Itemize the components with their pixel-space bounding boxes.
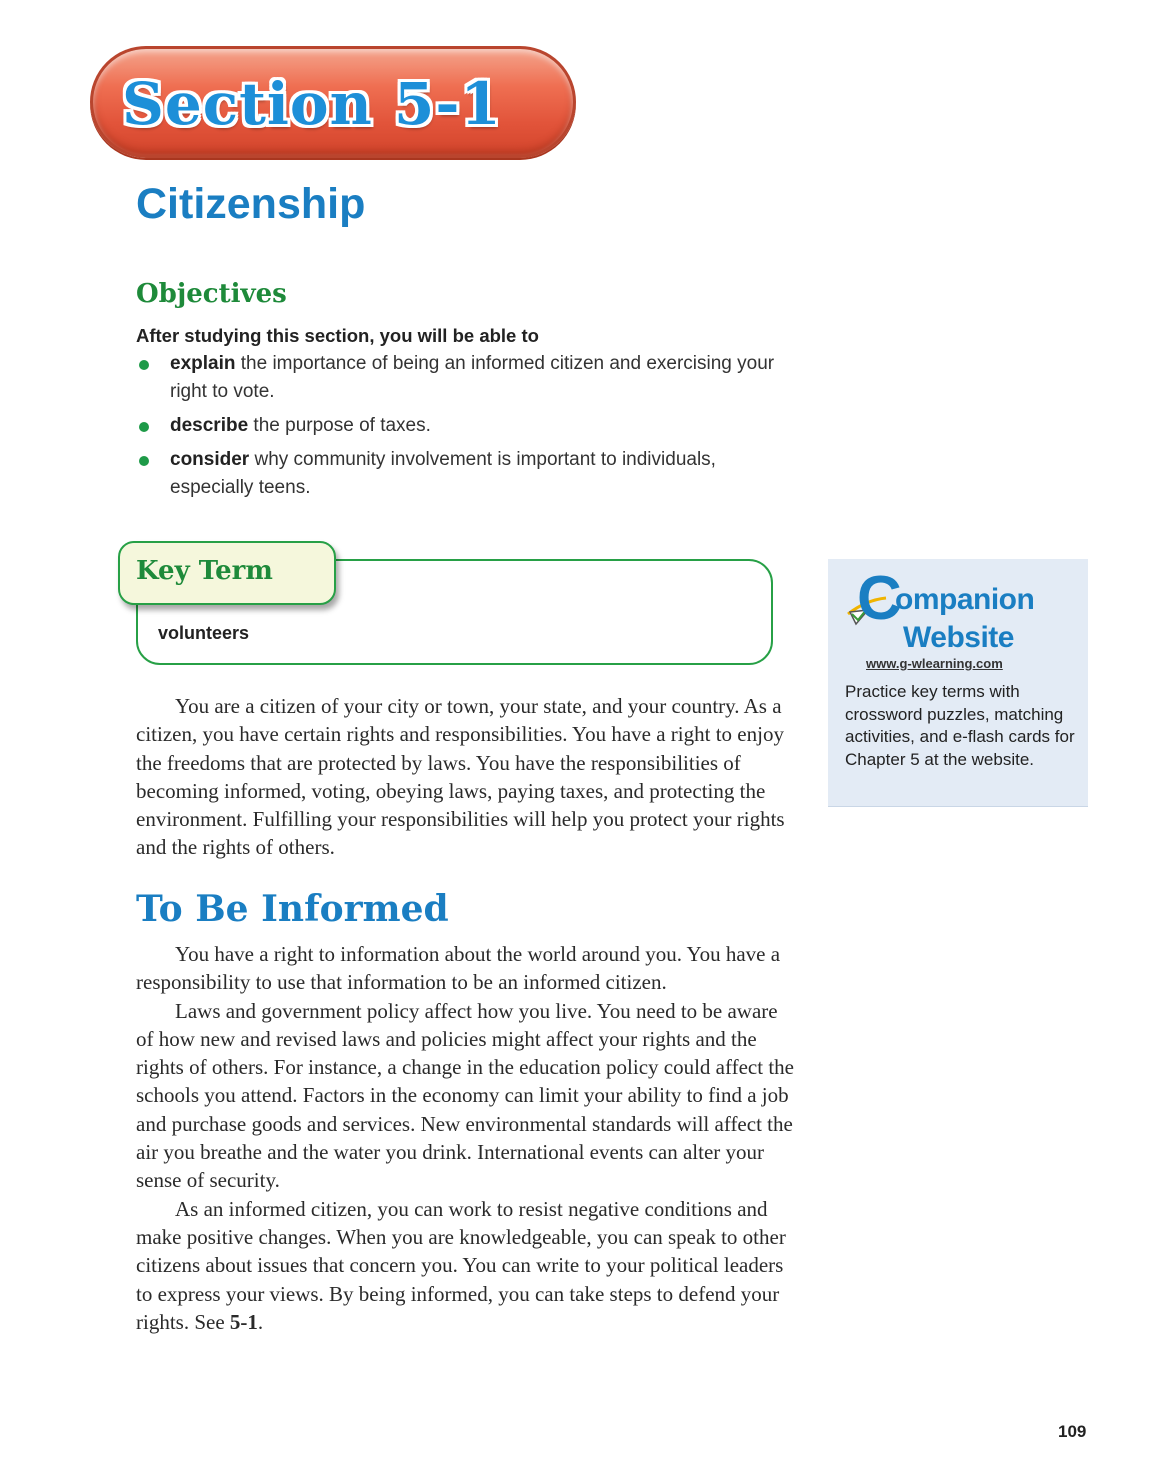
page-number: 109 [1058,1422,1087,1441]
companion-url-link[interactable]: www.g-wlearning.com [866,656,1003,671]
objectives-heading: Objectives [136,279,287,309]
intro-paragraph: You are a citizen of your city or town, your state, and your country. As a citizen, you have certain rights and responsibilities. You have a right to enjoy the freedoms that are protected by laws. You have the responsibilities of becoming informed, voting, obeying laws, paying taxes, and protecting the environment. Fulfilling your responsibilities will help you protect your rights and the rights of others. [136,694,785,860]
bullet-icon [139,456,149,466]
key-term-label: Key Term [136,556,273,586]
companion-description: Practice key terms with crossword puzzles, matching activities, and e-flash cards for Chapter 5 at the website. [845,682,1075,769]
intro-paragraph-block [136,692,798,862]
objective-text: why community involvement is important to individuals, especially teens. [170,449,716,498]
section-body [136,940,798,1336]
objective-verb: explain [170,353,236,374]
bullet-icon [139,422,149,432]
companion-logo-line1: ompanion [895,583,1035,616]
objective-text: the importance of being an informed citizen and exercising your right to vote. [170,353,775,402]
bullet-icon [139,360,149,370]
objective-verb: describe [170,415,249,436]
companion-logo-c: C [857,564,902,633]
objective-text: the purpose of taxes. [248,415,431,436]
objective-item [136,446,796,502]
body-paragraph-end: . [257,1309,264,1334]
key-term-word: volunteers [158,623,250,643]
page-title: Citizenship [136,180,366,228]
objectives-intro: After studying this section, you will be able to [136,325,539,346]
body-paragraph: Laws and government policy affect how you live. You need to be aware of how new and revised laws and policies might affect your rights and the rights of others. For instance, a change in the education policy could affect the schools you attend. Factors in the economy can limit your ability to find a job and purchase goods and services. New environmental standards will affect the air you breathe and the water you drink. International events can alter your sense of security. [136,998,794,1193]
objective-item [136,350,796,406]
body-paragraph: You have a right to information about the world around you. You have a responsibility to use that information to be an informed citizen. [136,942,781,995]
figure-reference-link[interactable]: 5-1 [229,1309,258,1334]
objective-item [136,412,796,440]
body-paragraph-text: As an informed citizen, you can work to resist negative conditions and make positive changes. When you are knowledgeable, you can speak to other citizens about issues that concern you. You can write to your political leaders to express your views. By being informed, you can take steps to defend your rights. See [136,1196,786,1334]
objective-verb: consider [170,449,250,470]
section-heading: To Be Informed [136,888,449,930]
objectives-list [136,350,796,508]
companion-logo-line2: Website [903,621,1014,654]
body-paragraph [136,1195,798,1336]
section-label: Section 5-1 [122,70,502,138]
